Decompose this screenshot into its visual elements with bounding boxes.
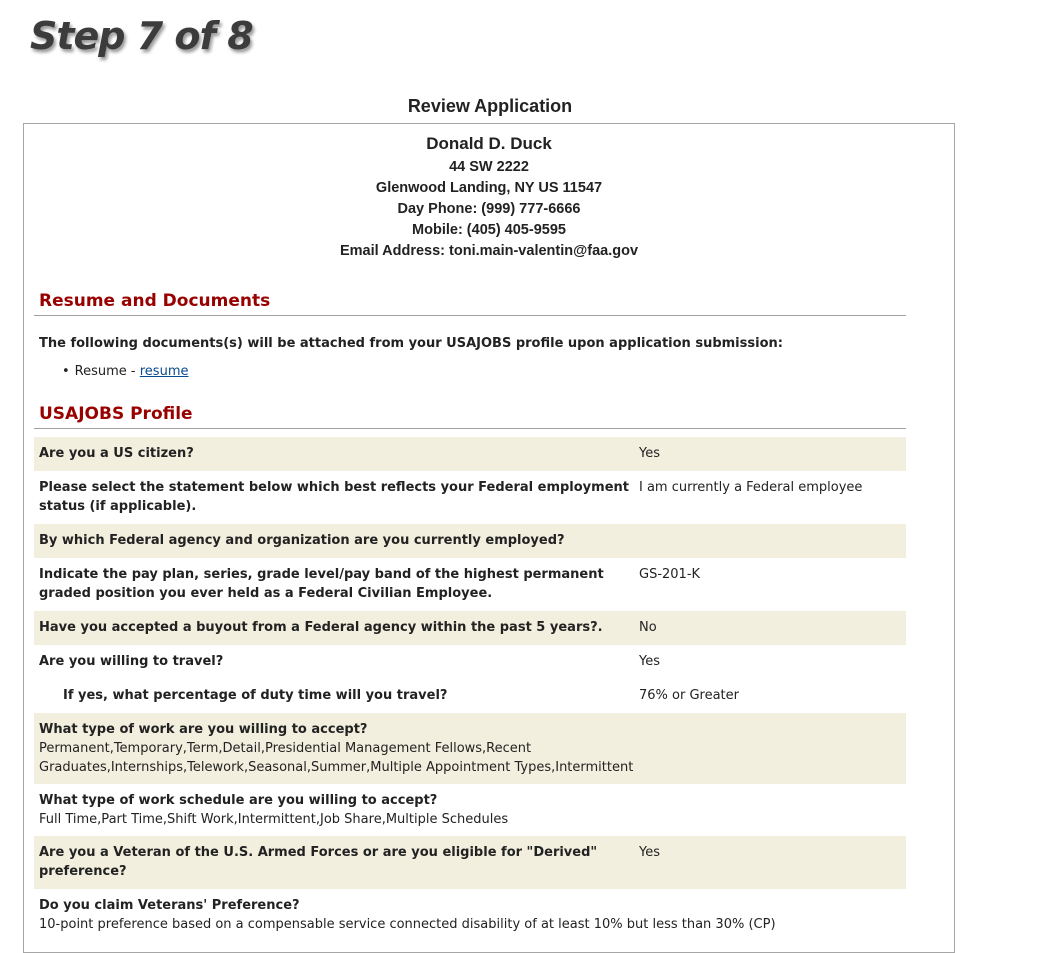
profile-question: Are you a Veteran of the U.S. Armed Forces or are you eligible for "Derived" preference? [39,845,598,879]
applicant-contact-block [24,133,954,262]
applicant-address-line1: 44 SW 2222 [449,159,529,175]
profile-answer: 76% or Greater [639,688,739,703]
profile-question-row [34,713,906,784]
applicant-address-line2: Glenwood Landing, NY US 11547 [375,180,603,196]
profile-question: Please select the statement below which best reflects your Federal employment status (if applicable). [39,480,629,514]
profile-question-row [34,558,906,611]
resume-link[interactable]: resume [139,364,189,379]
profile-question: Are you willing to travel? [39,654,224,669]
section-title-documents: Resume and Documents [34,291,906,316]
profile-answer: Yes [639,446,660,461]
document-item-resume [62,364,906,379]
profile-question: What type of work schedule are you willing to accept? [39,793,438,808]
profile-question-row [34,784,906,836]
profile-question: Indicate the pay plan, series, grade level/pay band of the highest permanent graded position you ever held as a Federal Civilian Employee. [39,567,604,601]
step-indicator: Step 7 of 8 [30,14,253,58]
profile-answer: Yes [639,845,660,860]
profile-question-row [34,679,906,713]
document-label: Resume - [74,364,140,379]
applicant-name: Donald D. Duck [426,134,552,153]
documents-list [34,364,906,379]
profile-answer: Full Time,Part Time,Shift Work,Intermittent,Job Share,Multiple Schedules [39,812,509,827]
profile-question: By which Federal agency and organization are you currently employed? [39,533,565,548]
profile-answer: Permanent,Temporary,Term,Detail,Presidential Management Fellows,Recent Graduates,Internships,Telework,Seasonal,Summer,Multiple Appointment Types,Intermittent [39,741,634,775]
applicant-email: Email Address: toni.main-valentin@faa.gov [339,243,639,259]
profile-question: Are you a US citizen? [39,446,194,461]
review-content [34,291,906,941]
profile-question-row [34,836,906,889]
review-panel [23,123,955,953]
profile-question: Have you accepted a buyout from a Federal agency within the past 5 years?. [39,620,603,635]
profile-question-row [34,471,906,524]
applicant-day-phone: Day Phone: (999) 777-6666 [397,201,581,217]
profile-answer: I am currently a Federal employee [639,480,863,495]
documents-intro: The following documents(s) will be attached from your USAJOBS profile upon application submission: [39,336,783,351]
profile-answer [639,531,901,551]
profile-question-list [34,437,906,941]
profile-answer: 10-point preference based on a compensable service connected disability of at least 10% but less than 30% (CP) [39,917,776,932]
profile-answer: No [639,620,657,635]
profile-answer: GS-201-K [639,567,701,582]
profile-question-row [34,645,906,679]
profile-question: Do you claim Veterans' Preference? [39,898,300,913]
section-title-profile: USAJOBS Profile [34,404,906,429]
profile-question: If yes, what percentage of duty time will you travel? [63,688,448,703]
page-title: Review Application [407,96,573,116]
profile-answer: Yes [639,654,660,669]
profile-question-row [34,889,906,941]
profile-question: What type of work are you willing to accept? [39,722,368,737]
profile-question-row [34,437,906,471]
profile-question-row [34,524,906,558]
profile-question-row [34,611,906,645]
applicant-mobile: Mobile: (405) 405-9595 [412,222,566,238]
